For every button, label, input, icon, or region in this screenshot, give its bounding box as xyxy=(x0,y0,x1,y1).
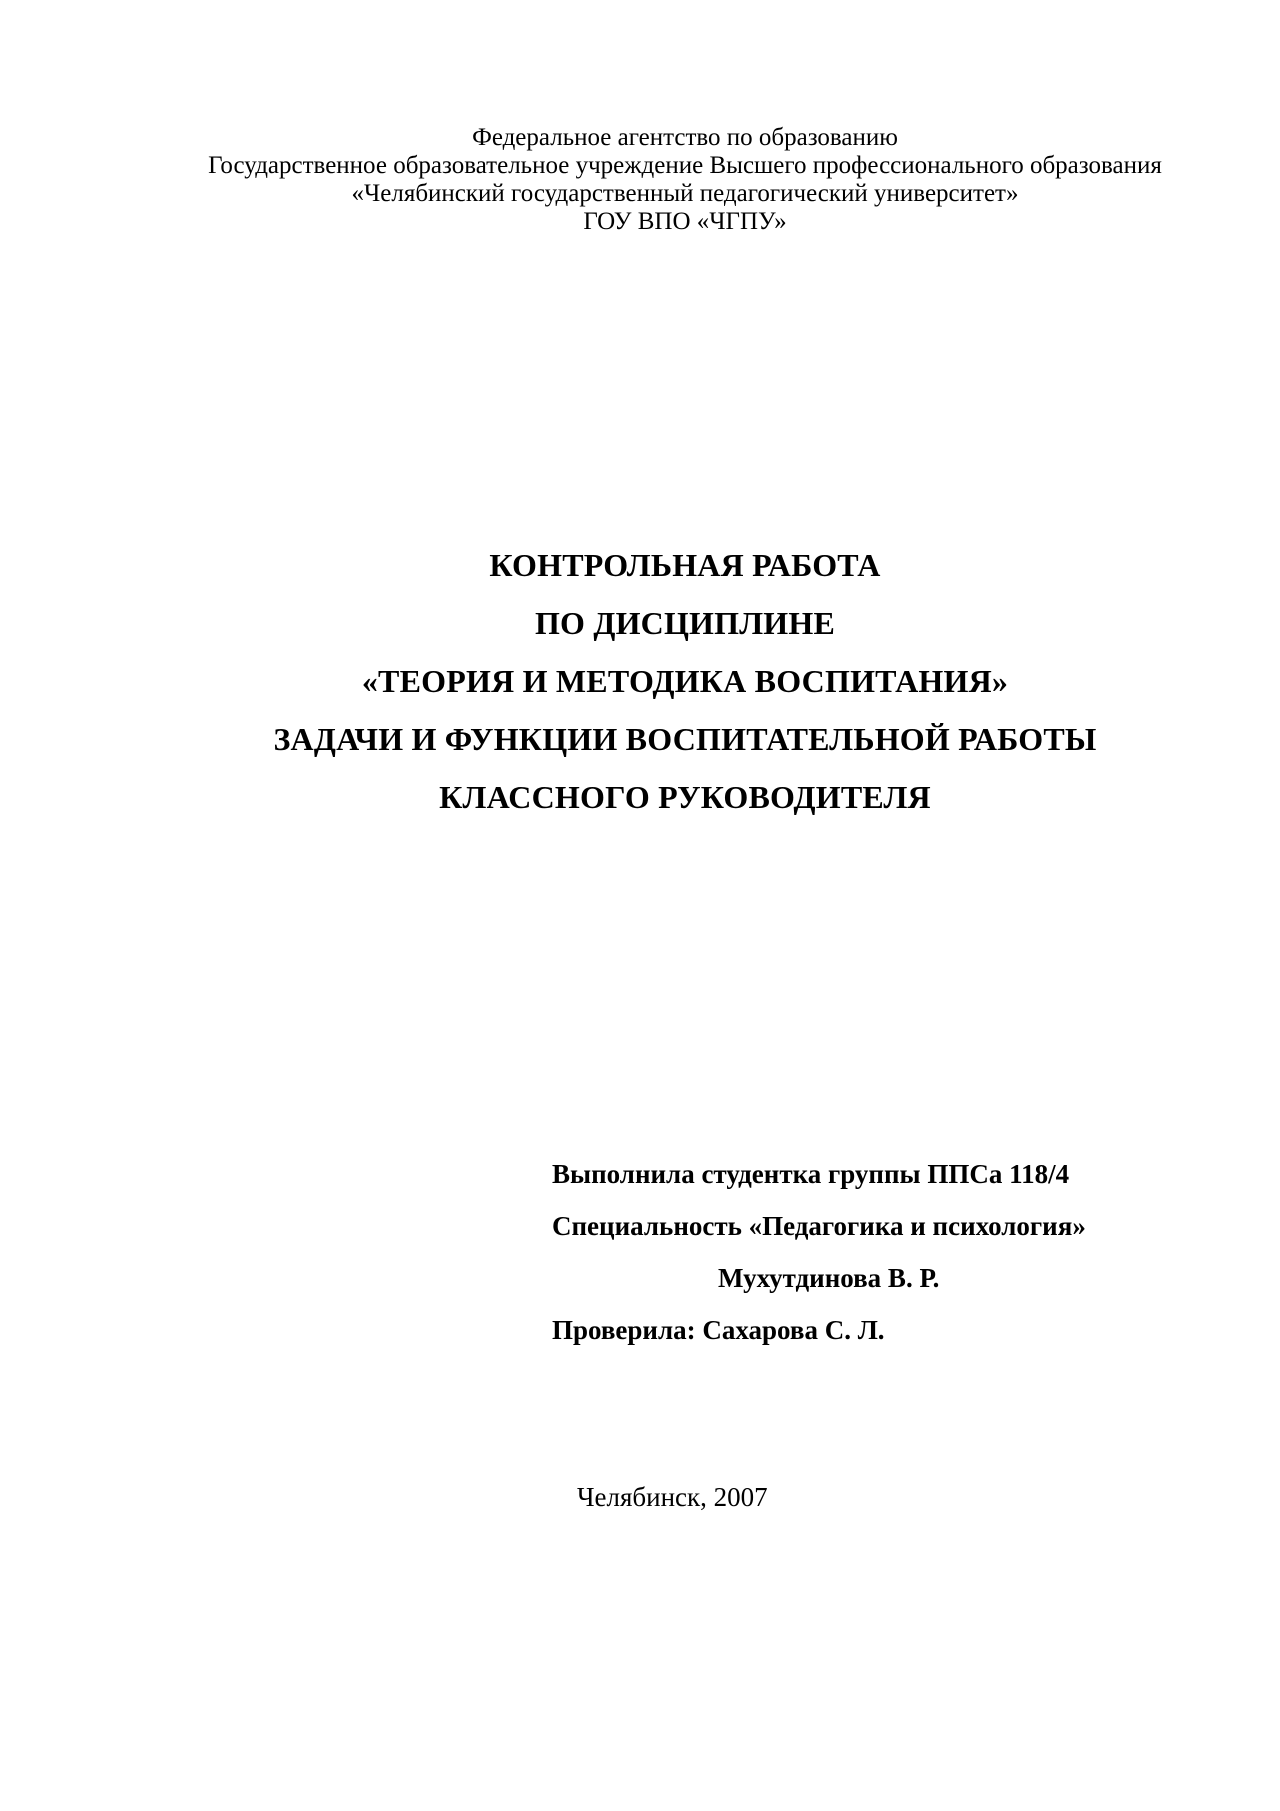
header-agency: Федеральное агентство по образованию xyxy=(472,124,898,151)
header-university-abbreviation: ГОУ ВПО «ЧГПУ» xyxy=(583,208,787,235)
city-year: Челябинск, 2007 xyxy=(577,1482,768,1512)
checked-by: Проверила: Сахарова С. Л. xyxy=(552,1315,885,1345)
header-institution-type: Государственное образовательное учреждение Высшего профессионального образования xyxy=(208,152,1162,179)
specialty: Специальность «Педагогика и психология» xyxy=(552,1211,1086,1241)
title-line-topic-2: КЛАССНОГО РУКОВОДИТЕЛЯ xyxy=(439,779,931,815)
title-line-discipline-name: «ТЕОРИЯ И МЕТОДИКА ВОСПИТАНИЯ» xyxy=(361,663,1009,699)
title-line-discipline-label: ПО ДИСЦИПЛИНЕ xyxy=(534,605,836,641)
institution-header xyxy=(0,124,1280,236)
header-university-name: «Челябинский государственный педагогический университет» xyxy=(351,180,1019,207)
title-line-topic-1: ЗАДАЧИ И ФУНКЦИИ ВОСПИТАТЕЛЬНОЙ РАБОТЫ xyxy=(273,721,1097,757)
performed-by: Выполнила студентка группы ППСа 118/4 xyxy=(552,1159,1070,1189)
author-info xyxy=(552,1148,1086,1356)
title-line-work-type: КОНТРОЛЬНАЯ РАБОТА xyxy=(489,547,881,583)
student-name: Мухутдинова В. Р. xyxy=(718,1263,940,1293)
document-title xyxy=(0,536,1280,826)
